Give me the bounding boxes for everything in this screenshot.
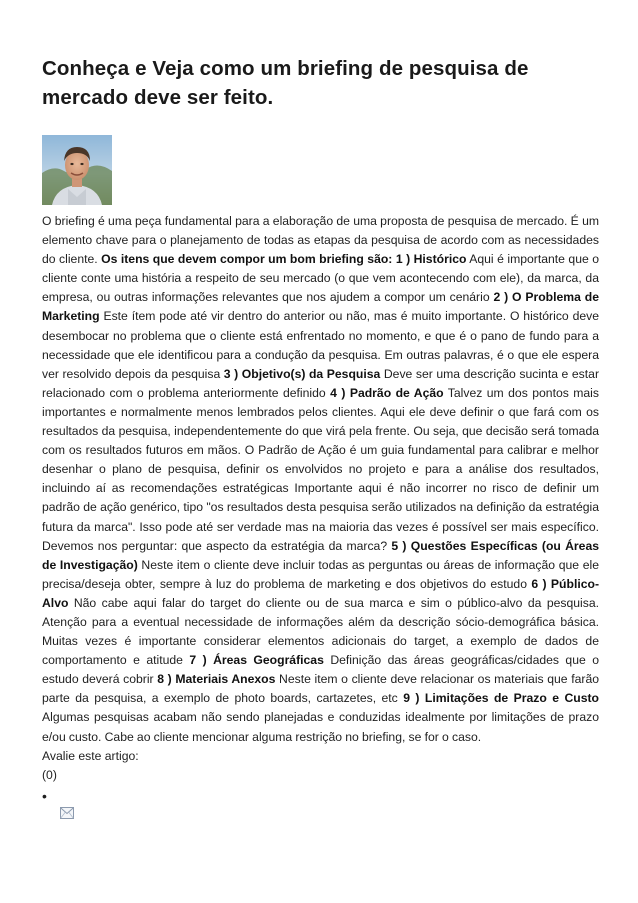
rating-label: Avalie este artigo:	[42, 748, 139, 763]
article-body	[42, 212, 599, 747]
article-heading: 5 ) Questões Específicas (ou Áreas de Investigação)	[42, 538, 599, 572]
article-segment: Definição das áreas geográficas/cidades que o estudo deverá cobrir	[42, 653, 599, 687]
article-heading: 7 ) Áreas Geográficas	[189, 653, 324, 668]
article-page	[42, 0, 599, 805]
list-item	[42, 785, 599, 805]
article-segment: Algumas pesquisas acabam não sendo planejadas e conduzidas idealmente por limitações de prazo e/ou custo. Cabe ao cliente mencionar alguma restrição no briefing, se for o caso.	[42, 710, 599, 744]
article-heading: 3 ) Objetivo(s) da Pesquisa	[223, 366, 381, 381]
article-heading: 6 ) Público-Alvo	[42, 576, 600, 610]
article-segment: O briefing é uma peça fundamental para a elaboração de uma proposta de pesquisa de mercado. É um elemento chave para o planejamento de todas as etapas da pesquisa de acordo com as necessidades do cliente.	[42, 214, 599, 267]
share-list	[42, 785, 599, 805]
article-segment: Neste item o cliente deve incluir todas as perguntas ou áreas de informação que ele precisa/deseja obter, sempre à luz do problema de marketing e dos objetivos do estudo	[42, 557, 599, 591]
article-heading: 9 ) Limitações de Prazo e Custo	[403, 691, 599, 706]
rating-count[interactable]: (0)	[42, 767, 57, 782]
mail-icon[interactable]	[60, 807, 74, 819]
article-heading: 4 ) Padrão de Ação	[330, 385, 444, 400]
article-heading: 8 ) Materiais Anexos	[157, 672, 276, 687]
article-segment: Aqui é importante que o cliente conte uma história a respeito de seu mercado (o que vem acontecendo com ele), da marca, da empresa, ou outras informações relevantes que nos ajudem a compor um cenário	[42, 252, 600, 305]
article-heading: Os itens que devem compor um bom briefing são: 1 ) Histórico	[101, 252, 467, 267]
article-segment: Deve ser uma descrição sucinta e estar relacionado com o problema anteriormente definido	[42, 366, 599, 400]
article-title: Conheça e Veja como um briefing de pesquisa de mercado deve ser feito.	[42, 57, 529, 109]
article-segment: Neste item o cliente deve relacionar os materiais que farão parte da pesquisa, a exemplo de photo boards, cartazetes, etc	[42, 672, 599, 706]
bullet-icon: •	[42, 787, 47, 804]
author-photo-icon	[42, 135, 112, 205]
article-heading: 2 ) O Problema de Marketing	[42, 290, 599, 324]
article-segment: Talvez um dos pontos mais importantes e normalmente menos lembrados pelos clientes. Aqui ele deve definir o que fará com os resultados da pesquisa, independentemente do que virá pela frente. Ou seja, que decisão será tomada com os resultados futuros em mãos. O Padrão de Ação é um guia fundamental para calibrar e melhor desenhar o plano de pesquisa, definir os envolvidos no projeto e para a análise dos resultados, incluindo aí as recomendações estratégicas Importante aqui é não incorrer no risco de definir um padrão de ação genérico, tipo "os resultados desta pesquisa serão utilizados na definição da estratégia futura da marca". Isso pode até ser verdade mas na maioria das vezes é possível ser mais específico. Devemos nos perguntar: que aspecto da estratégia da marca?	[42, 385, 599, 553]
article-segment: Este ítem pode até vir dentro do anterior ou não, mas é muito importante. O histórico deve desembocar no problema que o cliente está enfrentado no momento, e que é o pano de fundo para a necessidade que ele identificou para a condução da pesquisa. Em outras palavras, é o que ele espera ver resolvido depois da pesquisa	[42, 309, 599, 381]
author-avatar	[42, 135, 112, 205]
article-segment: Não cabe aqui falar do target do cliente ou de sua marca e sim o público-alvo da pesquisa. Atenção para a eventual necessidade de informações além da descrição sócio-demográfica básica. Muitas vezes é importante considerar elementos adicionais do target, a exemplo de dados de comportamento e atitude	[42, 595, 599, 668]
